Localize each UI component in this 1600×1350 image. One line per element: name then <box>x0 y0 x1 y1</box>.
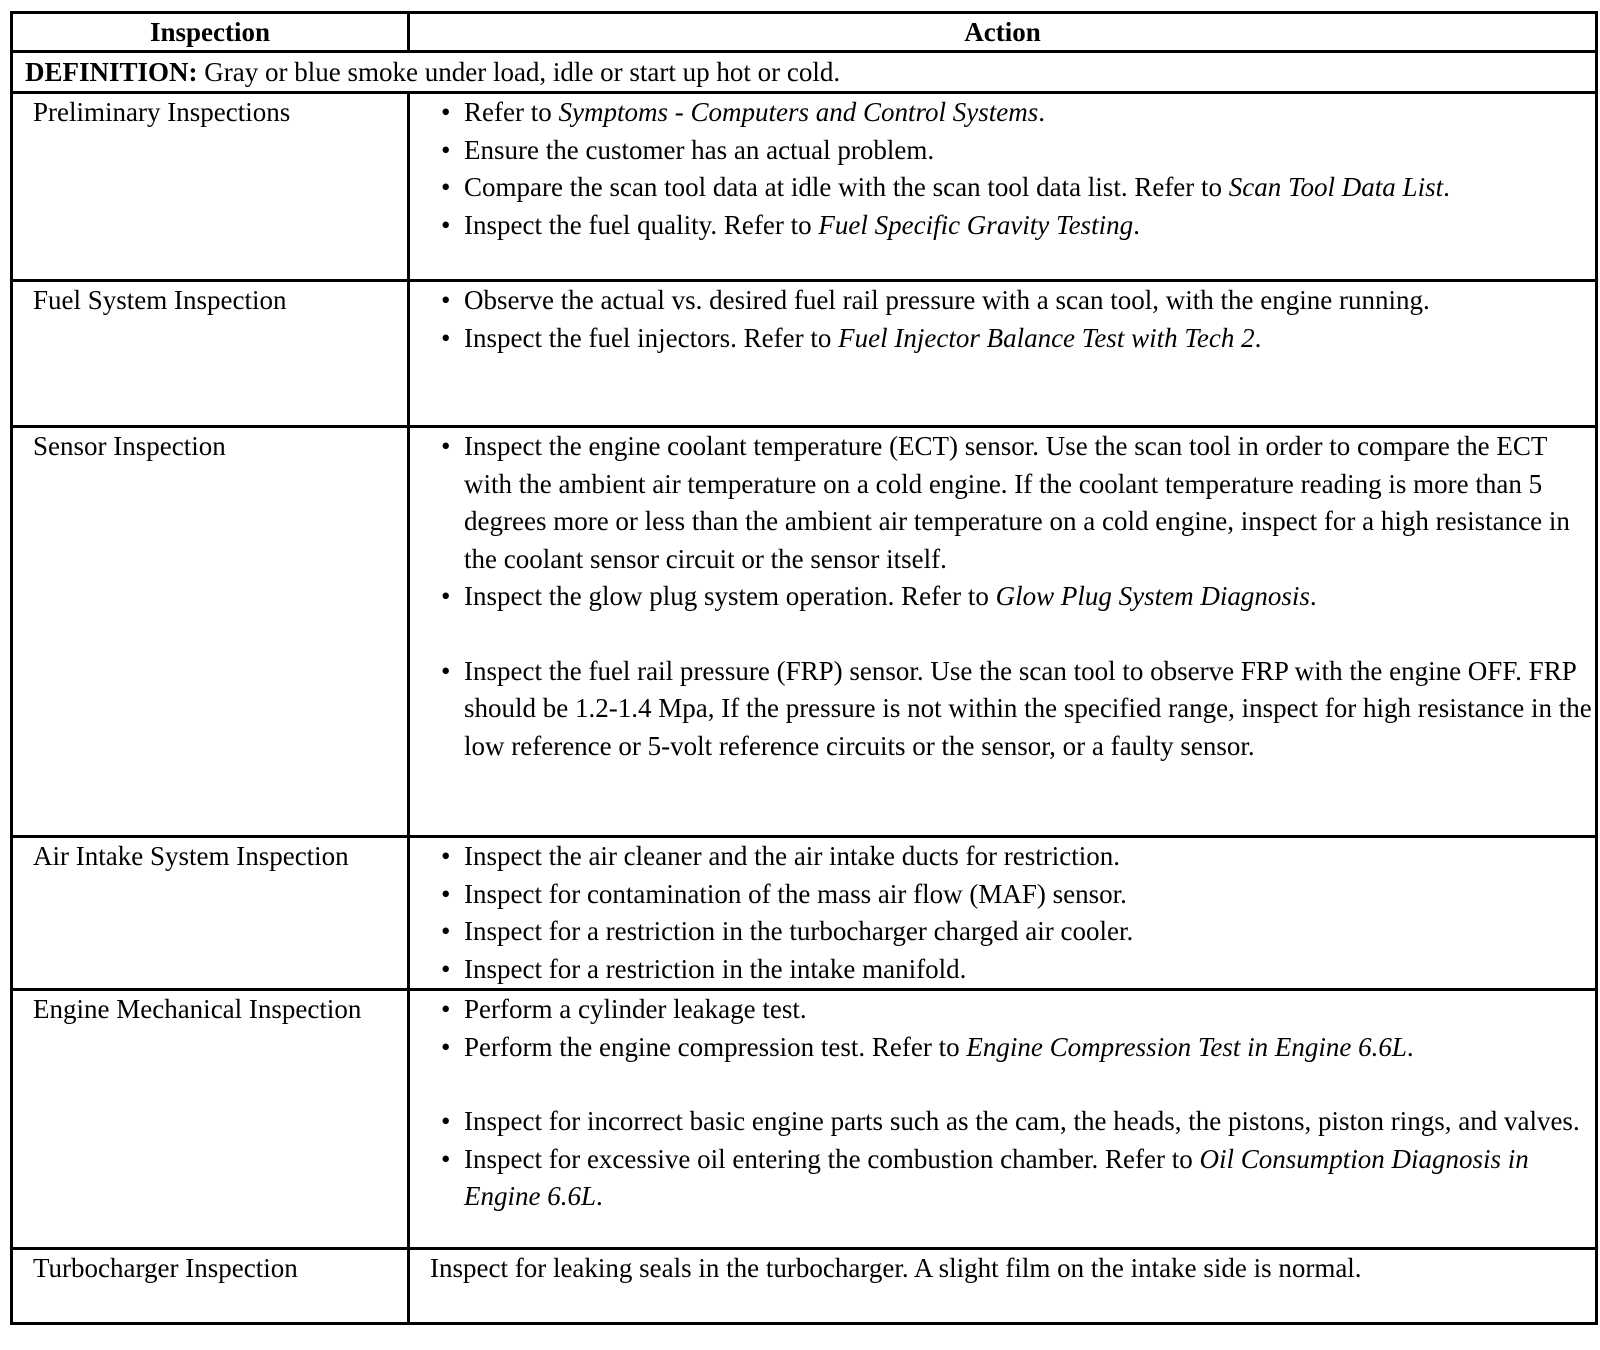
table-row <box>12 990 1597 1249</box>
action-item <box>441 876 1595 914</box>
action-reference: Fuel Injector Balance Test with Tech 2 <box>838 322 1255 353</box>
action-cell <box>409 93 1597 281</box>
table-row <box>12 1249 1597 1324</box>
inspection-cell: Engine Mechanical Inspection <box>12 990 409 1249</box>
table-row <box>12 837 1597 990</box>
action-tail: . <box>596 1181 603 1211</box>
action-item <box>441 428 1595 578</box>
action-text: Inspect for incorrect basic engine parts such as the cam, the heads, the pistons, piston rings, and valves. <box>464 1106 1580 1136</box>
action-item <box>441 951 1595 989</box>
action-text: Inspect the fuel injectors. Refer to <box>464 322 839 353</box>
action-text: Perform the engine compression test. Refer to <box>464 1031 967 1062</box>
action-list <box>441 428 1595 765</box>
action-text: Inspect for a restriction in the intake manifold. <box>464 953 967 984</box>
action-item <box>441 1029 1595 1067</box>
action-tail: . <box>1038 97 1045 127</box>
action-tail: . <box>1443 172 1450 202</box>
action-item <box>441 991 1595 1029</box>
action-text: Perform a cylinder leakage test. <box>464 994 807 1024</box>
action-item <box>441 838 1595 876</box>
action-item <box>441 1103 1595 1141</box>
action-item <box>441 320 1595 358</box>
action-item <box>441 282 1595 320</box>
action-tail: . <box>1133 209 1140 240</box>
action-text: Inspect for a restriction in the turbocharger charged air cooler. <box>464 916 1134 946</box>
inspection-cell: Sensor Inspection <box>12 427 409 837</box>
action-text: Inspect the fuel rail pressure (FRP) sensor. Use the scan tool to observe FRP with the engine OFF. FRP should be 1.2-1.4 Mpa, If the pressure is not within the specified range, inspect for high resistance in the low reference or 5-volt reference circuits or the sensor, or a faulty sensor. <box>464 655 1592 761</box>
action-tail: . <box>1406 1031 1414 1062</box>
action-text: Compare the scan tool data at idle with the scan tool data list. Refer to <box>464 172 1229 202</box>
definition-cell <box>12 52 1597 93</box>
action-text: Observe the actual vs. desired fuel rail pressure with a scan tool, with the engine running. <box>464 285 1430 315</box>
action-text: Ensure the customer has an actual problem. <box>464 134 935 165</box>
action-text: Inspect the air cleaner and the air intake ducts for restriction. <box>464 841 1120 871</box>
action-item <box>441 1141 1595 1216</box>
table-row <box>12 281 1597 427</box>
action-reference: Glow Plug System Diagnosis <box>995 581 1310 611</box>
inspection-cell: Fuel System Inspection <box>12 281 409 427</box>
action-item <box>441 578 1595 616</box>
header-row <box>12 13 1597 52</box>
action-item <box>441 207 1595 245</box>
action-cell: Inspect for leaking seals in the turbocharger. A slight film on the intake side is normal. <box>409 1249 1597 1324</box>
table-row <box>12 93 1597 281</box>
header-inspection: Inspection <box>12 13 409 52</box>
definition-row <box>12 52 1597 93</box>
action-list <box>441 991 1595 1216</box>
action-text: Inspect the glow plug system operation. Refer to <box>464 581 996 611</box>
action-tail: . <box>1309 581 1317 611</box>
action-reference: Oil Consumption Diagnosis in Engine 6.6L <box>464 1143 1529 1211</box>
action-list <box>441 282 1595 357</box>
action-text: Inspect for excessive oil entering the combustion chamber. Refer to <box>464 1143 1200 1174</box>
action-cell <box>409 281 1597 427</box>
header-action: Action <box>409 13 1597 52</box>
action-text: Inspect the fuel quality. Refer to <box>464 209 819 240</box>
action-item <box>441 653 1595 766</box>
action-text: Inspect the engine coolant temperature (ECT) sensor. Use the scan tool in order to compare the ECT with the ambient air temperature on a cold engine. If the coolant temperature reading is more than 5 degrees more or less than the ambient air temperature on a cold engine, inspect for a high resistance in the coolant sensor circuit or the sensor itself. <box>464 431 1570 574</box>
action-reference: Scan Tool Data List <box>1228 172 1444 202</box>
table-row <box>12 427 1597 837</box>
action-text: Inspect for contamination of the mass air flow (MAF) sensor. <box>464 878 1127 909</box>
action-cell <box>409 837 1597 990</box>
inspection-cell: Preliminary Inspections <box>12 93 409 281</box>
action-item <box>441 132 1595 170</box>
inspection-cell: Air Intake System Inspection <box>12 837 409 990</box>
action-reference: Fuel Specific Gravity Testing <box>818 209 1134 240</box>
action-item <box>441 94 1595 132</box>
action-tail: . <box>1254 322 1262 353</box>
action-item <box>441 913 1595 951</box>
action-reference: Engine Compression Test in Engine 6.6L <box>966 1031 1407 1062</box>
action-list <box>441 94 1595 244</box>
action-cell <box>409 427 1597 837</box>
action-item <box>441 169 1595 207</box>
action-cell <box>409 990 1597 1249</box>
action-list <box>441 838 1595 988</box>
action-reference: Symptoms - Computers and Control Systems <box>558 97 1039 127</box>
definition-label: DEFINITION: <box>25 57 198 87</box>
definition-text: Gray or blue smoke under load, idle or start up hot or cold. <box>197 57 841 87</box>
inspection-cell: Turbocharger Inspection <box>12 1249 409 1324</box>
inspection-table <box>10 11 1598 1325</box>
action-text: Refer to <box>464 97 559 127</box>
